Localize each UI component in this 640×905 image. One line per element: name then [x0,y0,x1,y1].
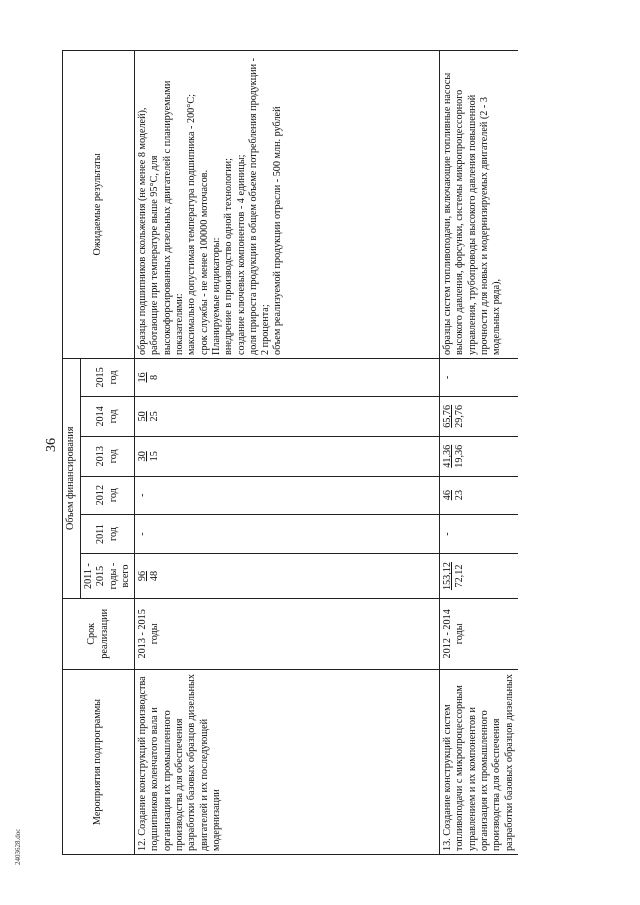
y2014-cell [440,396,518,436]
result-cell: образцы подшипников скольжения (не менее 8 моделей), работающие при температуре выше 95°С, для высокофорсированных дизельных двигателей с планируемыми показателями: максимально допустимая температура подшипника - 200°С; срок службы - не менее 100000 моточасов. Планируемые индикаторы: внедрение в производство одной технологии; создание ключевых компонентов - 4 единицы; доля прироста продукции в общем объеме потребления продукции - 2 процента; объем реализуемой продукции отрасли - 500 млн. рублей [135,51,440,359]
y2015-bottom: 8 [149,374,161,380]
document-reference: 2403628.doc [14,828,22,865]
header-2014: 2014 год [81,396,135,436]
header-2015: 2015 год [81,358,135,396]
y2011-cell: - [135,514,440,554]
page-number: 36 [44,438,59,452]
total-cell [135,554,440,598]
y2015-cell: - [440,358,518,396]
header-funding: Объем финансирования [63,358,81,598]
measure-cell: 13. Создание конструкций систем топливоподачи с микропроцессорным управлением и их компонентов и организация их промышленного производства для обеспечения разработки базовых образцов дизельных [440,670,518,855]
header-2013: 2013 год [81,436,135,476]
y2012-bottom: 23 [454,490,466,501]
table-row [440,51,518,855]
header-2011: 2011 год [81,514,135,554]
header-total: 2011 - 2015 годы - всего [81,554,135,598]
table-row [135,51,440,855]
result-cell: образцы систем топливоподачи, включающие топливные насосы высокого давления, форсунки, системы микропроцессорного управления, трубопроводы высокого давления повышенной прочности для новых и модернизируемых двигателей (2 - 3 модельных ряда), [440,51,518,359]
term-cell: 2012 - 2014 годы [440,598,518,669]
y2012-cell: - [135,476,440,514]
y2013-bottom: 15 [149,451,161,462]
y2012-cell [440,476,518,514]
term-cell: 2013 - 2015 годы [135,598,440,669]
y2014-cell [135,396,440,436]
y2014-bottom: 25 [149,411,161,422]
y2013-cell [135,436,440,476]
y2012-top: 46 [442,490,454,501]
y2014-bottom: 29,76 [454,404,466,428]
y2011-cell: - [440,514,518,554]
total-top: 96 [137,570,149,582]
measure-cell: 12. Создание конструкций производства подшипников коленчатого вала и организация их промышленного производства для обеспечения разработки базовых образцов дизельных двигателей и их последующей модернизации [135,670,440,855]
y2013-top: 30 [137,451,149,462]
total-cell [440,554,518,598]
total-bottom: 72,12 [454,564,466,588]
y2015-top: 16 [137,372,149,383]
header-measures: Мероприятия подпрограммы [63,670,135,855]
header-results: Ожидаемые результаты [63,51,135,359]
rotated-table-container [62,50,610,855]
header-2012: 2012 год [81,476,135,514]
total-top: 153,12 [442,562,454,591]
y2014-top: 65,76 [442,404,454,428]
y2013-cell [440,436,518,476]
header-term: Срок реализации [63,598,135,669]
y2015-cell [135,358,440,396]
y2013-top: 41,36 [442,444,454,468]
y2013-bottom: 19,36 [454,444,466,468]
program-measures-table [62,50,518,855]
y2014-top: 50 [137,411,149,422]
total-bottom: 48 [149,570,161,582]
